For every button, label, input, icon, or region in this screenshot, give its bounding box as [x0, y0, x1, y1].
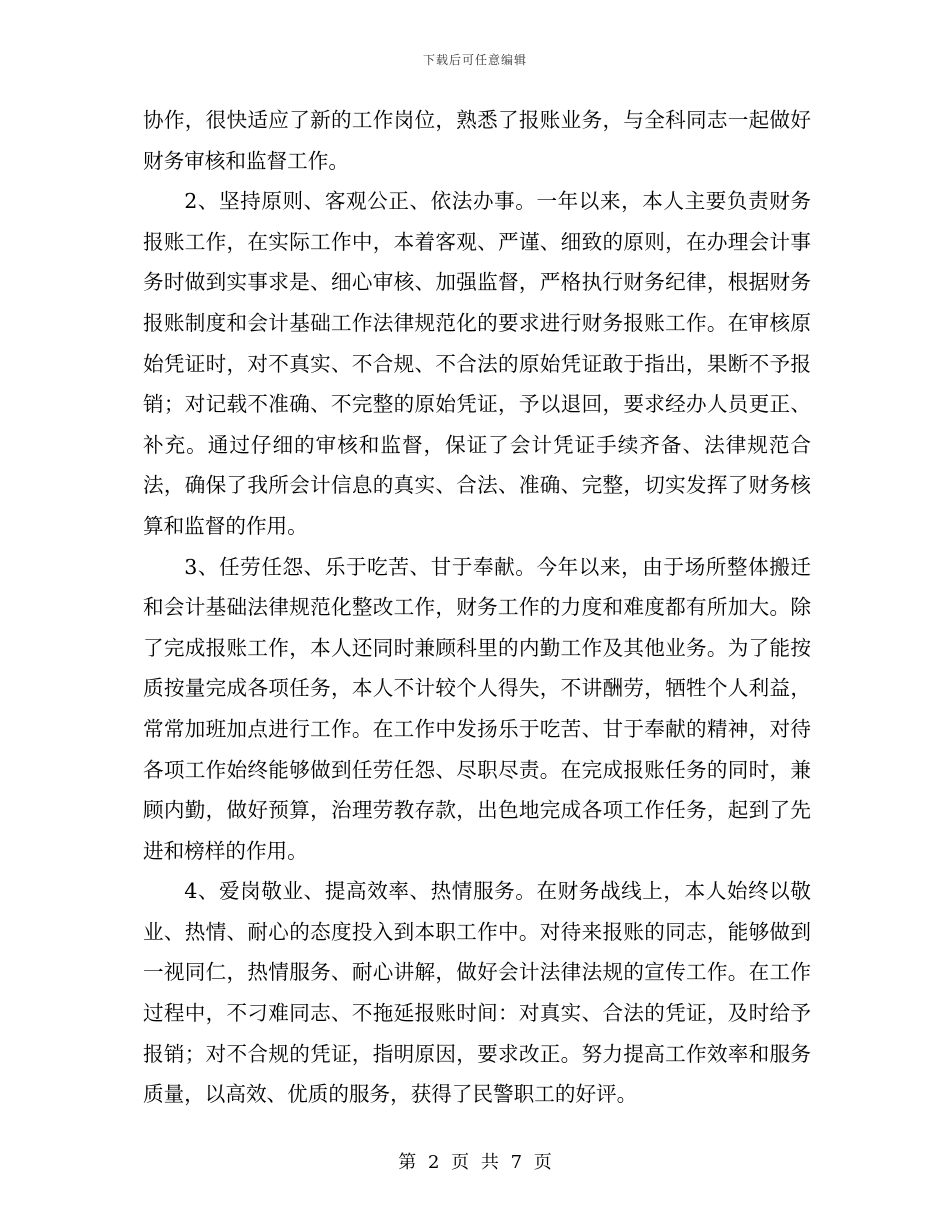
- paragraph-item-2: 2、坚持原则、客观公正、依法办事。一年以来，本人主要负责财务报账工作，在实际工作中，本着客观、严谨、细致的原则，在办理会计事务时做到实事求是、细心审核、加强监督，严格执行财务纪律，根据财务报账制度和会计基础工作法律规范化的要求进行财务报账工作。在审核原始凭证时，对不真实、不合规、不合法的原始凭证敢于指出，果断不予报销；对记载不准确、不完整的原始凭证，予以退回，要求经办人员更正、补充。通过仔细的审核和监督，保证了会计凭证手续齐备、法律规范合法，确保了我所会计信息的真实、合法、准确、完整，切实发挥了财务核算和监督的作用。: [143, 189, 811, 538]
- paragraph-item-3: 3、任劳任怨、乐于吃苦、甘于奉献。今年以来，由于场所整体搬迁和会计基础法律规范化整改工作，财务工作的力度和难度都有所加大。除了完成报账工作，本人还同时兼顾科里的内勤工作及其他业务。为了能按质按量完成各项任务，本人不计较个人得失，不讲酬劳，牺牲个人利益，常常加班加点进行工作。在工作中发扬乐于吃苦、甘于奉献的精神，对待各项工作始终能够做到任劳任怨、尽职尽责。在完成报账任务的同时，兼顾内勤，做好预算，治理劳教存款，出色地完成各项工作任务，起到了先进和榜样的作用。: [143, 554, 811, 863]
- page-header-note: 下载后可任意编辑: [422, 53, 527, 67]
- paragraph-item-4: 4、爱岗敬业、提高效率、热情服务。在财务战线上，本人始终以敬业、热情、耐心的态度投入到本职工作中。对待来报账的同志，能够做到一视同仁，热情服务、耐心讲解，做好会计法律法规的宣传工作。在工作过程中，不刁难同志、不拖延报账时间：对真实、合法的凭证，及时给予报销；对不合规的凭证，指明原因，要求改正。努力提高工作效率和服务质量，以高效、优质的服务，获得了民警职工的好评。: [143, 879, 811, 1107]
- document-body: [143, 100, 811, 1115]
- page-number: 第 2 页 共 7 页: [398, 1152, 552, 1173]
- paragraph-continuation: 协作，很快适应了新的工作岗位，熟悉了报账业务，与全科同志一起做好财务审核和监督工作。: [143, 108, 811, 173]
